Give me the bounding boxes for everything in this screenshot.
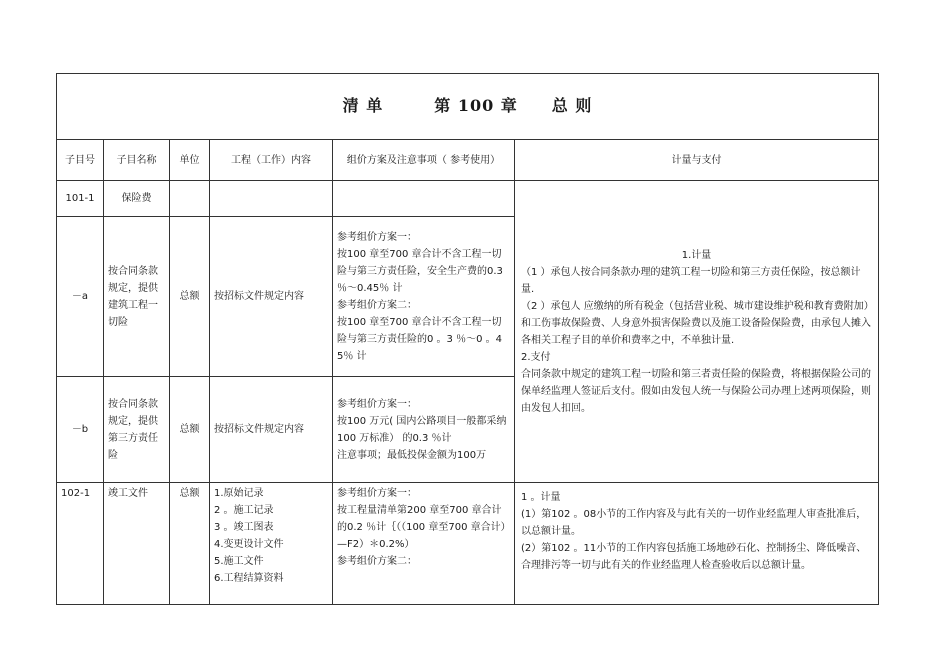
row-content	[210, 181, 333, 217]
measure-line: (2）第102 。11小节的工作内容包括施工场地砂石化、控制扬尘、降低噪音、合理排污等一切与此有关的作业经监理人检查验收后以总额计量。	[521, 543, 867, 571]
row-pricing	[333, 181, 515, 217]
row-name: 竣工文件	[104, 483, 170, 605]
row-unit: 总额	[170, 217, 210, 377]
pricing-line: 参考组价方案二：	[337, 556, 417, 567]
header-unit: 单位	[170, 140, 210, 181]
row-name: 保险费	[104, 181, 170, 217]
bill-of-quantities-table	[56, 73, 879, 605]
row-code: 101-1	[57, 181, 104, 217]
header-row	[57, 140, 879, 181]
title-row	[57, 74, 879, 140]
table-row	[57, 181, 879, 217]
content-line: 1.原始记录	[214, 488, 264, 499]
row-content: 按招标文件规定内容	[210, 377, 333, 483]
row-pricing	[333, 377, 515, 483]
row-unit	[170, 181, 210, 217]
row-code: 102-1	[57, 483, 104, 605]
row-name: 按合同条款规定，提供第三方责任险	[104, 377, 170, 483]
measure-line: 2.支付	[521, 351, 551, 363]
row-name: 按合同条款规定，提供建筑工程一切险	[104, 217, 170, 377]
title-cell	[57, 74, 879, 140]
content-line: 6.工程结算资料	[214, 573, 284, 584]
header-measure: 计量与支付	[515, 140, 879, 181]
page-title: 清 单 第 100 章 总 则	[342, 95, 593, 115]
measure-payment-102	[515, 483, 879, 605]
measure-heading: 1.计量	[681, 249, 712, 261]
header-name: 子目名称	[104, 140, 170, 181]
pricing-line: 参考组价方案一：	[337, 488, 417, 499]
content-line: 2 。施工记录	[214, 505, 274, 516]
pricing-line: 按100 万元( 国内公路项目一般都采纳100 万标准） 的0.3 ％计	[337, 415, 507, 444]
pricing-line: 参考组价方案二：	[337, 299, 417, 311]
pricing-line: 参考组价方案一：	[337, 398, 417, 410]
row-pricing	[333, 483, 515, 605]
header-content: 工程（工作）内容	[210, 140, 333, 181]
pricing-line: 按100 章至700 章合计不含工程一切险与第三方责任险，安全生产费的0.3 ％～0.45％ 计	[337, 248, 503, 294]
measure-line: （1 ）承包人按合同条款办理的建筑工程一切险和第三方责任保险，按总额计量.	[521, 266, 861, 295]
measure-line: 合同条款中规定的建筑工程一切险和第三者责任险的保险费，将根据保险公司的保单经监理人签证后支付。假如由发包人统一与保险公司办理上述两项保险，则由发包人扣回。	[521, 368, 871, 414]
table-row	[57, 483, 879, 605]
pricing-line: 参考组价方案一：	[337, 231, 417, 243]
content-line: 3 。竣工图表	[214, 522, 274, 533]
row-unit: 总额	[170, 377, 210, 483]
row-unit: 总额	[170, 483, 210, 605]
header-pricing: 组价方案及注意事项（ 参考使用）	[333, 140, 515, 181]
pricing-line: 按100 章至700 章合计不含工程一切险与第三方责任险的0 。3 ％～0 。45％ 计	[337, 316, 502, 362]
row-code: －b	[57, 377, 104, 483]
measure-line: 1 。计量	[521, 492, 561, 503]
measure-payment-101	[515, 181, 879, 483]
pricing-line: 按工程量清单第200 章至700 章合计的0.2 ％计｛（（100 章至700 章合计）—F2）＊0.2%）	[337, 505, 506, 550]
row-content: 按招标文件规定内容	[210, 217, 333, 377]
header-code: 子目号	[57, 140, 104, 181]
row-code: －a	[57, 217, 104, 377]
content-line: 4.变更设计文件	[214, 539, 284, 550]
pricing-line: 注意事项；最低投保金额为100万	[337, 449, 487, 461]
row-content	[210, 483, 333, 605]
measure-line: (1）第102 。08小节的工作内容及与此有关的一切作业经监理人审查批准后，以总额计量。	[521, 509, 867, 537]
row-pricing	[333, 217, 515, 377]
measure-line: （2 ）承包人 应缴纳的所有税金（包括营业税、城市建设维护税和教育费附加）和工伤事故保险费、人身意外损害保险费以及施工设备险保险费，由承包人摊入各相关工程子目的单价和费率之中，不单独计量.	[521, 300, 871, 346]
content-line: 5.施工文件	[214, 556, 264, 567]
